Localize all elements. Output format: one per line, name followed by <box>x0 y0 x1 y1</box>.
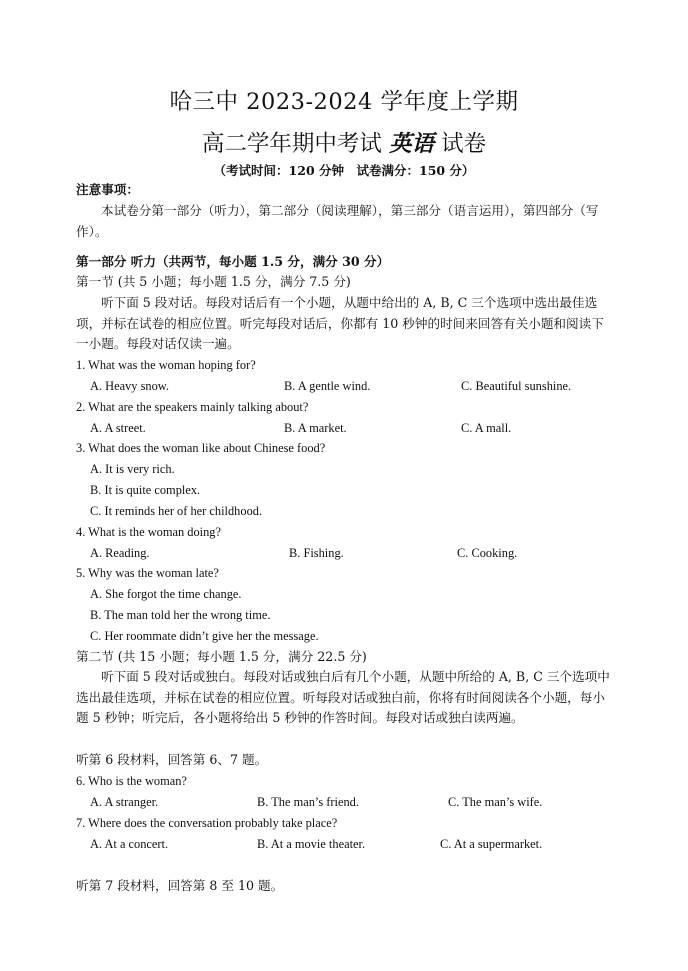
q4-option-a: A. Reading. <box>90 546 150 560</box>
q6-option-b: B. The man’s friend. <box>257 795 359 809</box>
q2-option-b: B. A market. <box>284 421 347 435</box>
q1-option-b: B. A gentle wind. <box>284 379 371 393</box>
q7-option-b: B. At a movie theater. <box>257 837 366 851</box>
notice-text: 本试卷分第一部分（听力），第二部分（阅读理解），第三部分（语言运用），第四部分（写作）。 <box>76 203 599 239</box>
q4-option-c: C. Cooking. <box>457 546 518 560</box>
subtitle-part-b: 试卷 <box>441 131 487 157</box>
material-6-note: 听第 6 段材料，回答第 6、7 题。 <box>76 752 268 767</box>
q2-option-c: C. A mall. <box>461 421 512 435</box>
section1-heading: 第一节 (共 5 小题；每小题 1.5 分，满分 7.5 分) <box>76 274 351 289</box>
question-2: 2. What are the speakers mainly talking about? <box>76 400 309 414</box>
q6-option-c: C. The man’s wife. <box>448 795 543 809</box>
q3-option-c: C. It reminds her of her childhood. <box>90 504 263 518</box>
exam-info: （考试时间：120 分钟 试卷满分：150 分） <box>213 163 475 178</box>
exam-title: 哈三中 2023-2024 学年度上学期 <box>169 89 519 115</box>
subject-name: 英语 <box>388 131 434 157</box>
q5-option-a: A. She forgot the time change. <box>90 587 242 601</box>
q5-option-c: C. Her roommate didn’t give her the message. <box>90 629 319 643</box>
question-4: 4. What is the woman doing? <box>76 525 221 539</box>
q6-option-a: A. A stranger. <box>90 795 159 809</box>
question-7: 7. Where does the conversation probably take place? <box>76 816 338 830</box>
question-3: 3. What does the woman like about Chinese food? <box>76 441 326 455</box>
part1-heading: 第一部分 听力（共两节，每小题 1.5 分，满分 30 分） <box>76 254 390 269</box>
section1-instructions: 听下面 5 段对话。每段对话后有一个小题，从题中给出的 A, B, C 三个选项中选出最佳选项，并标在试卷的相应位置。听完每段对话后，你都有 10 秒钟的时间来回答有关小题和阅读下一小题。每段对话仅读一遍。 <box>76 295 604 351</box>
material-7-note: 听第 7 段材料，回答第 8 至 10 题。 <box>76 878 284 893</box>
question-1: 1. What was the woman hoping for? <box>76 358 256 372</box>
q7-option-c: C. At a supermarket. <box>440 837 543 851</box>
q2-option-a: A. A street. <box>90 421 146 435</box>
q5-option-b: B. The man told her the wrong time. <box>90 608 271 622</box>
notice-heading: 注意事项： <box>76 182 139 197</box>
q1-option-c: C. Beautiful sunshine. <box>461 379 572 393</box>
q3-option-a: A. It is very rich. <box>90 462 175 476</box>
section2-heading: 第二节 (共 15 小题；每小题 1.5 分，满分 22.5 分) <box>76 649 367 664</box>
q7-option-a: A. At a concert. <box>90 837 169 851</box>
question-5: 5. Why was the woman late? <box>76 566 219 580</box>
q1-option-a: A. Heavy snow. <box>90 379 170 393</box>
subtitle-part-a: 高二学年期中考试 <box>201 131 382 157</box>
question-6: 6. Who is the woman? <box>76 774 187 788</box>
section2-instructions: 听下面 5 段对话或独白。每段对话或独白后有几个小题，从题中所给的 A, B, C 三个选项中选出最佳选项，并标在试卷的相应位置。听每段对话或独白前，你将有时间阅读各个小题，每小题 5 秒钟；听完后，各小题将给出 5 秒钟的作答时间。每段对话或独白读两遍。 <box>76 669 610 725</box>
q4-option-b: B. Fishing. <box>289 546 344 560</box>
exam-subtitle <box>0 126 688 158</box>
q3-option-b: B. It is quite complex. <box>90 483 201 497</box>
